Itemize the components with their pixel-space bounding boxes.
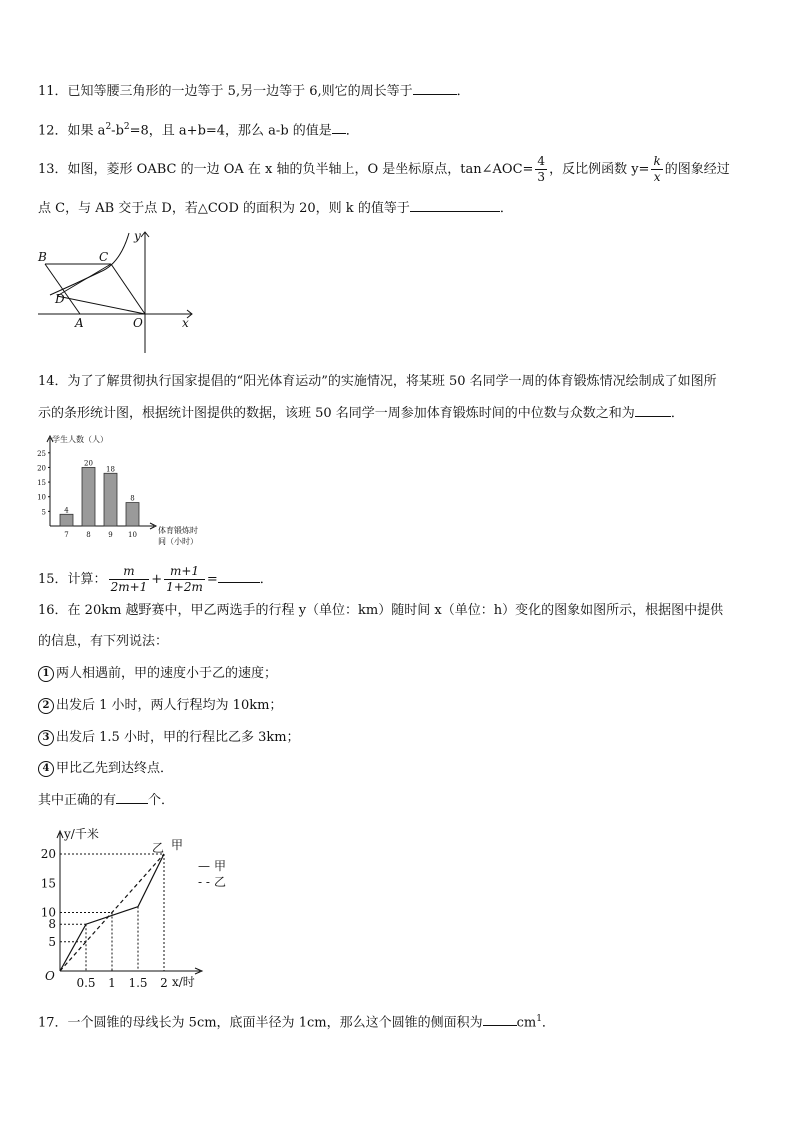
statement-text: 出发后 1.5 小时，甲的行程比乙多 3km； — [56, 730, 300, 745]
question-number: 16． — [38, 603, 68, 618]
legend-mark-jia: — — [198, 859, 210, 873]
legend — [198, 859, 226, 889]
denominator: 1+2m — [166, 580, 203, 594]
answer-blank[interactable] — [410, 199, 500, 212]
y-tick-label-10: 10 — [37, 493, 46, 502]
unit: cm — [516, 1015, 537, 1031]
point-label-A: A — [75, 316, 84, 330]
question-text: 如果 a — [67, 123, 106, 139]
circled-number: 4 — [38, 761, 54, 777]
y-axis-label: 学生人数（人） — [52, 435, 108, 444]
period: ． — [499, 201, 513, 216]
numerator: k — [653, 154, 661, 168]
period: ． — [259, 572, 273, 587]
answer-blank[interactable] — [483, 1013, 517, 1026]
period: ． — [345, 123, 359, 139]
y-tick-label-10: 10 — [40, 905, 56, 920]
question-14-line-1 — [38, 373, 717, 391]
bar-7 — [60, 514, 73, 526]
origin-label: O — [45, 969, 55, 983]
statement-text: 甲比乙先到达终点． — [56, 761, 174, 776]
answer-blank[interactable] — [413, 82, 457, 95]
question-13-line-2 — [38, 199, 513, 218]
x-tick-label-2: 2 — [160, 976, 168, 990]
fraction-2 — [164, 564, 205, 595]
question-16-line-2 — [38, 633, 168, 651]
denominator: 2m+1 — [110, 580, 148, 594]
bar-value-label-9: 18 — [106, 465, 115, 474]
bar-10 — [126, 503, 139, 526]
bar-value-label-8: 20 — [84, 459, 93, 468]
y-axis-label: y/千米 — [64, 827, 99, 841]
question-number: 15． — [38, 572, 68, 587]
statement-text: 出发后 1 小时，两人行程均为 10km； — [56, 698, 283, 713]
x-tick-label-8: 8 — [86, 531, 91, 539]
y-tick-label-15: 15 — [37, 479, 46, 488]
question-11 — [38, 82, 470, 101]
question-text: -b — [111, 123, 124, 139]
answer-blank[interactable] — [116, 791, 148, 804]
question-number: 13． — [38, 162, 68, 177]
question-12 — [38, 118, 359, 140]
exponent: 2 — [123, 122, 130, 132]
question-text: 为了了解贯彻执行国家提倡的“阳光体育运动”的实施情况，将某班 50 名同学一周的体育锻炼情况绘制成了如图所 — [67, 374, 717, 389]
statement-3 — [38, 729, 300, 747]
y-tick-label-5: 5 — [41, 508, 46, 517]
statement-text: 两人相遇前，甲的速度小于乙的速度； — [56, 666, 278, 681]
legend-label-yi: 乙 — [214, 875, 227, 889]
point-label-O: O — [133, 316, 143, 330]
question-text: 的图象经过 — [664, 162, 730, 177]
question-text: 在 20km 越野赛中，甲乙两选手的行程 y（单位：km）随时间 x（单位：h）变化的图象如图所示，根据图中提供 — [67, 603, 724, 618]
denominator: 3 — [537, 170, 546, 184]
unit-exponent: 1 — [536, 1014, 542, 1024]
question-16-conclusion — [38, 791, 174, 810]
legend-label-jia: 甲 — [214, 859, 227, 873]
x-tick-label-9: 9 — [108, 531, 113, 539]
bar-value-label-10: 8 — [130, 494, 135, 503]
numerator: m+1 — [164, 564, 205, 580]
numerator: 4 — [537, 154, 546, 168]
answer-blank[interactable] — [332, 121, 346, 134]
question-text: 如图，菱形 OABC 的一边 OA 在 x 轴的负半轴上，O 是坐标原点，tan∠AOC= — [67, 162, 534, 177]
statement-4 — [38, 760, 173, 778]
statement-2 — [38, 697, 282, 715]
question-text: 的信息，有下列说法： — [38, 634, 169, 649]
y-tick-label-20: 20 — [37, 464, 46, 473]
fraction-tan — [535, 154, 547, 185]
question-number: 11． — [38, 84, 68, 99]
fraction-k-over-x — [651, 154, 662, 185]
x-tick-label-0.5: 0.5 — [76, 976, 96, 990]
y-tick-label-20: 20 — [40, 847, 56, 861]
question-text: 个． — [148, 793, 175, 808]
exponent: 2 — [105, 122, 112, 132]
question-13-line-1 — [38, 154, 730, 185]
bar-8 — [82, 467, 95, 526]
x-axis-label-line-2: 间（小时） — [158, 537, 198, 546]
side-CO — [111, 264, 145, 314]
question-14-line-2 — [38, 404, 684, 423]
rhombus-figure — [30, 228, 200, 358]
question-text: ，反比例函数 y= — [549, 162, 650, 177]
y-tick-label-25: 25 — [37, 449, 46, 458]
y-tick-label-5: 5 — [48, 934, 56, 949]
period: ． — [456, 84, 470, 99]
line-label-jia: 甲 — [171, 838, 184, 852]
y-tick-label-15: 15 — [40, 876, 56, 891]
distance-time-chart — [30, 825, 250, 997]
question-17 — [38, 1010, 555, 1032]
point-label-D: D — [55, 292, 65, 306]
question-number: 14． — [38, 374, 68, 389]
question-15 — [38, 564, 273, 595]
x-tick-label-1: 1 — [108, 976, 116, 990]
answer-blank[interactable] — [635, 404, 671, 417]
question-text: 点 C，与 AB 交于点 D，若△COD 的面积为 20，则 k 的值等于 — [38, 201, 410, 216]
denominator: x — [653, 170, 661, 184]
question-text: 示的条形统计图，根据统计图提供的数据，该班 50 名同学一周参加体育锻炼时间的中位数与众数之和为 — [38, 406, 635, 421]
question-text: 其中正确的有 — [38, 793, 117, 808]
question-text: =8，且 a+b=4，那么 a-b 的值是 — [129, 123, 332, 139]
x-axis-label-line-1: 体育锻炼时 — [158, 526, 198, 535]
fraction-1 — [109, 564, 150, 595]
question-number: 12． — [38, 123, 68, 139]
segment-DO — [57, 296, 145, 314]
period: ． — [670, 406, 684, 421]
question-16-line-1 — [38, 602, 723, 620]
question-text: 已知等腰三角形的一边等于 5,另一边等于 6,则它的周长等于 — [67, 84, 413, 99]
y-tick-label-8: 8 — [48, 917, 56, 932]
circled-number: 3 — [38, 730, 54, 746]
circled-number: 1 — [38, 666, 54, 682]
line-label-yi: 乙 — [152, 841, 165, 855]
point-label-B: B — [38, 250, 47, 264]
bar-value-label-7: 4 — [64, 506, 69, 515]
bar-chart-exercise-time — [30, 430, 220, 555]
answer-blank[interactable] — [218, 570, 260, 583]
circled-number: 2 — [38, 698, 54, 714]
x-tick-label-7: 7 — [64, 531, 69, 539]
numerator: m — [109, 564, 150, 580]
point-label-C: C — [99, 250, 109, 264]
axis-label-y: y — [134, 229, 141, 243]
statement-1 — [38, 665, 277, 683]
x-axis-label: x/时 — [172, 975, 195, 989]
x-tick-label-10: 10 — [128, 531, 137, 539]
axis-label-x: x — [182, 316, 189, 330]
equals-sign: = — [206, 572, 218, 587]
x-tick-label-1.5: 1.5 — [128, 976, 148, 990]
bar-9 — [104, 473, 117, 526]
question-number: 17． — [38, 1015, 68, 1031]
question-text: 一个圆锥的母线长为 5cm，底面半径为 1cm，那么这个圆锥的侧面积为 — [67, 1015, 483, 1031]
period: ． — [541, 1015, 555, 1031]
question-text: 计算： — [67, 572, 107, 587]
plus-sign: + — [151, 572, 163, 587]
legend-mark-yi: - - — [198, 875, 210, 889]
